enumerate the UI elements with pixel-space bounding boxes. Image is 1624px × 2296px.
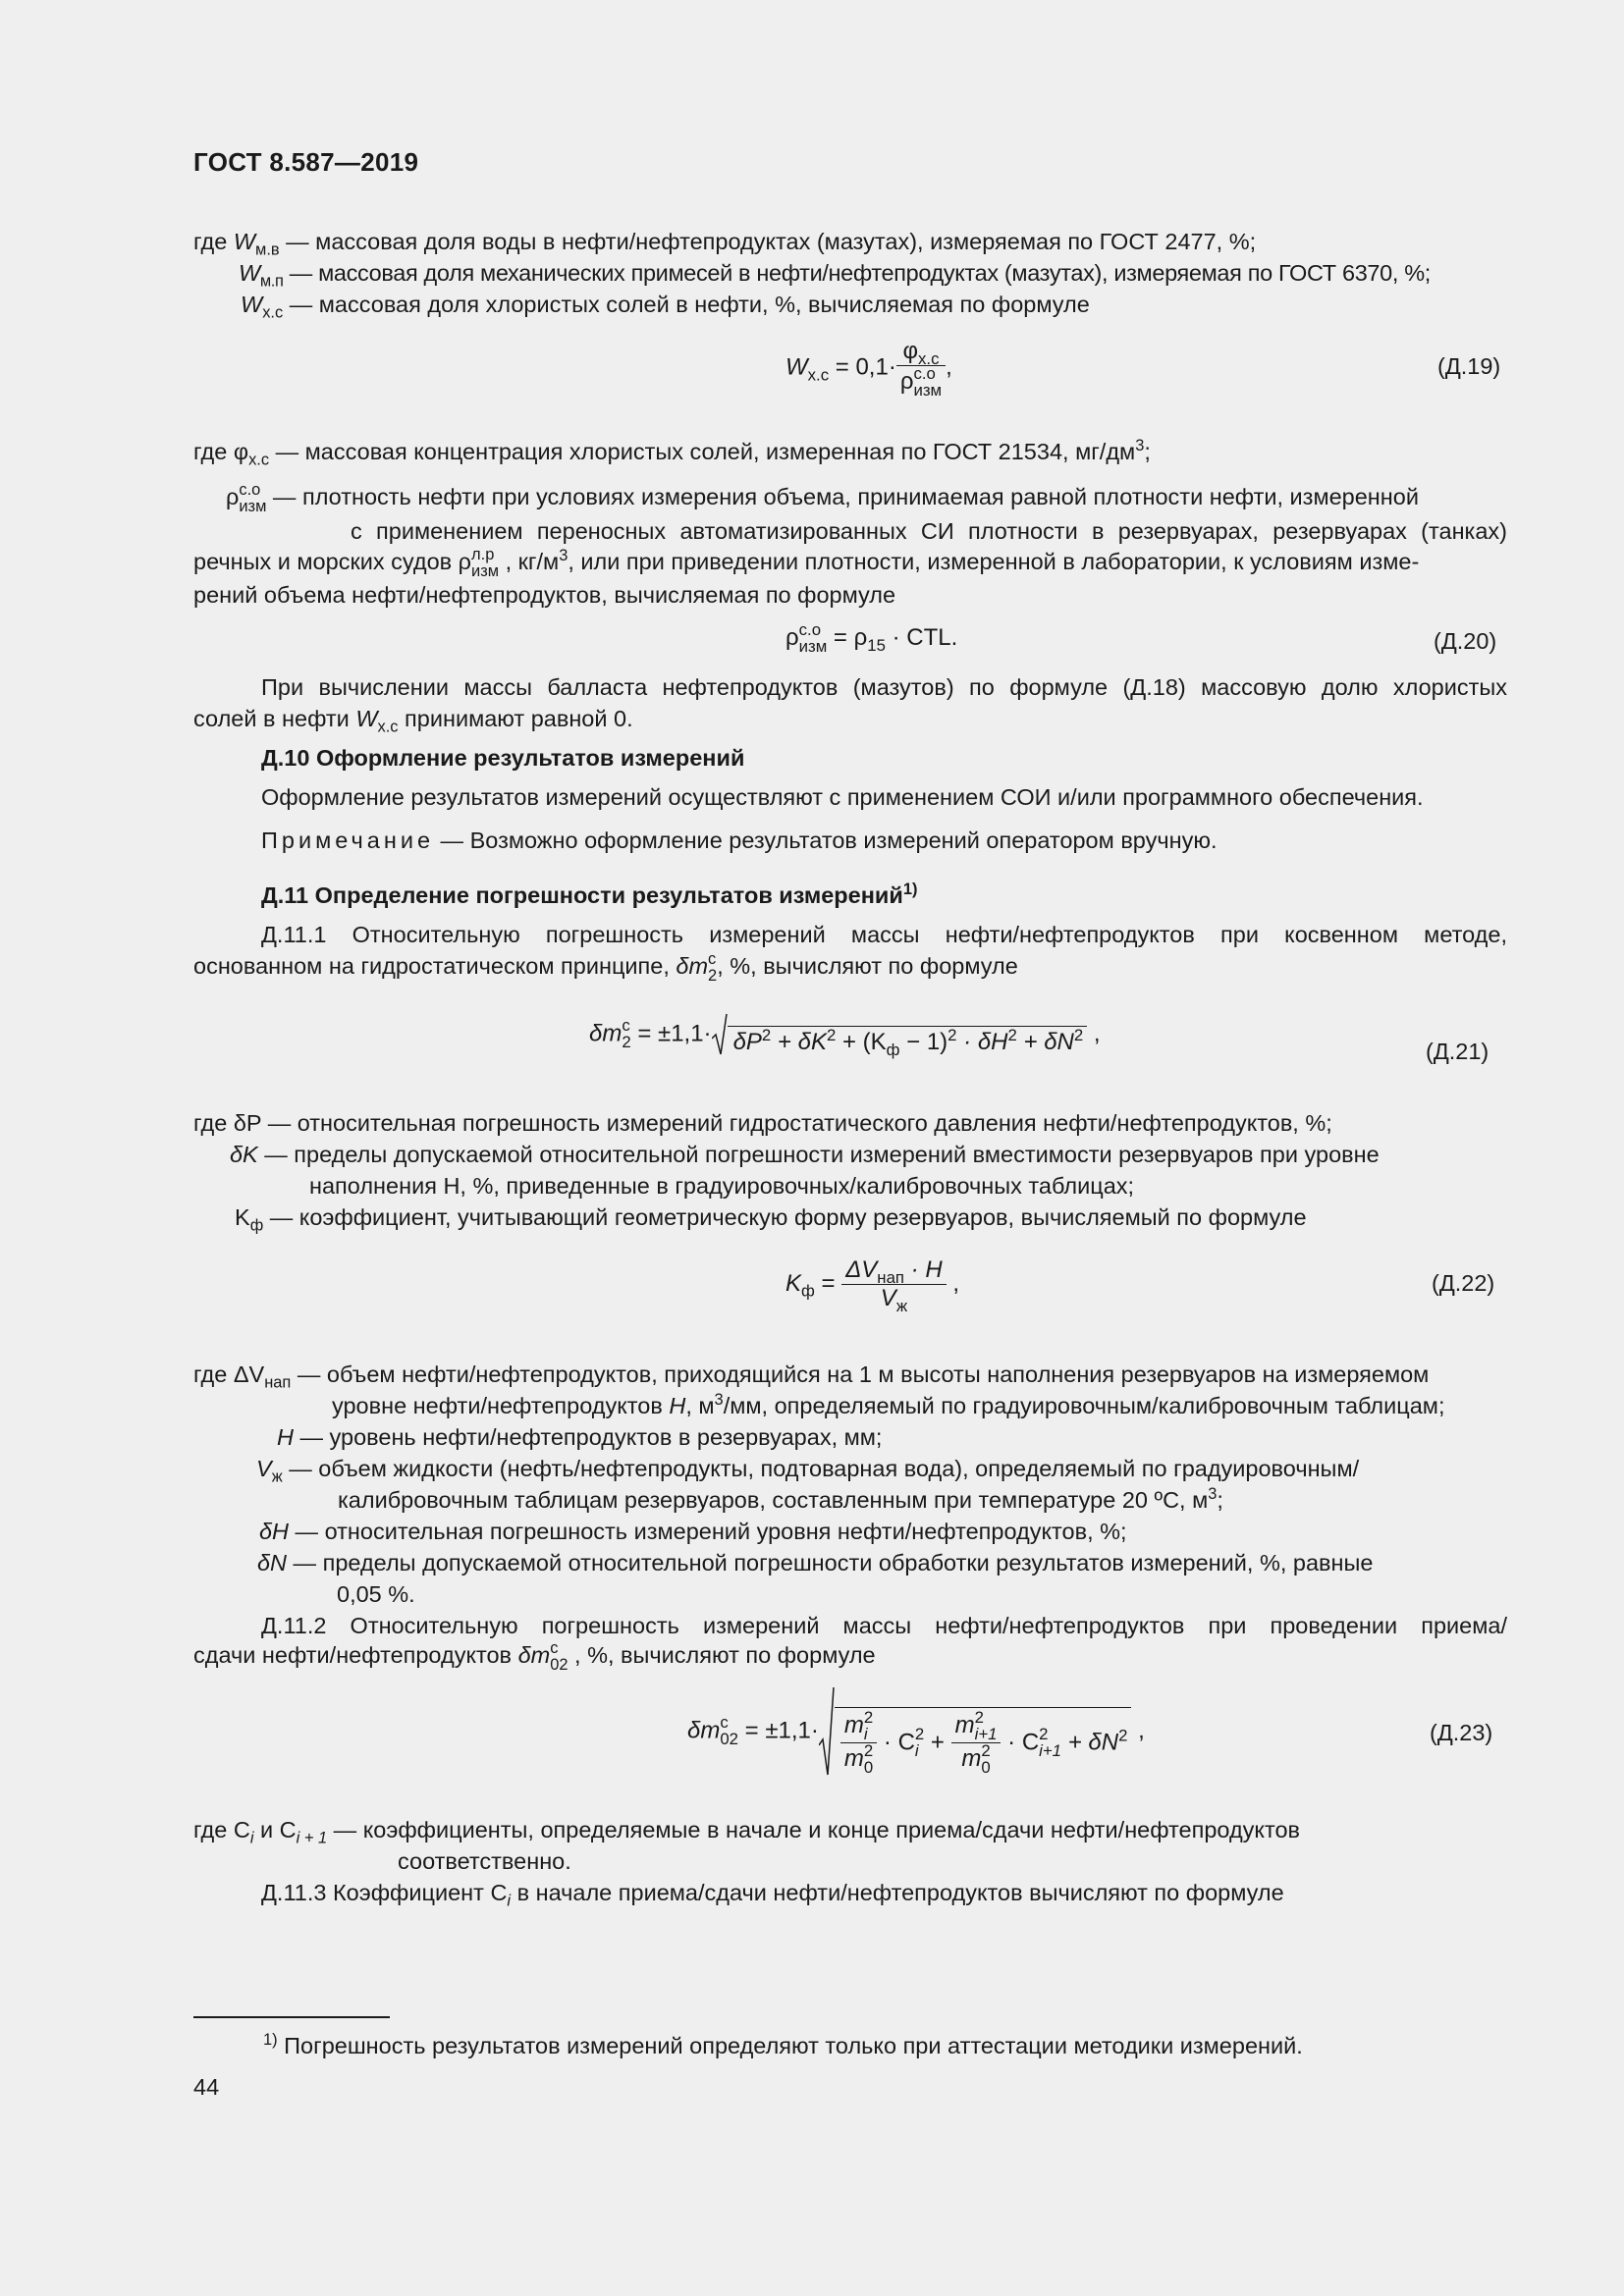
section-d11-p1-line1: Д.11.1 Относительную погрешность измерений массы нефти/нефтепродуктов при косвенном методе, [261,922,1507,947]
section-d112-line1: Д.11.2 Относительную погрешность измерений массы нефти/нефтепродуктов при проведении приема/ [261,1613,1507,1638]
footnote-mark: 1) [263,2031,278,2050]
definition-w-xc: $W_{х.с}$ — массовая доля хлористых солей в нефти, %, вычисляемая по формуле [241,292,1090,322]
definition-ci-line2: соответственно. [398,1848,571,1874]
formula-d22: $K_ф$ = $\frac{\Delta V_{нап} \cdot H}{V_ж}$ , [785,1256,959,1315]
equation-number-d20: (Д.20) [1434,628,1497,654]
page-number: 44 [193,2074,220,2100]
equation-number-d22: (Д.22) [1432,1270,1495,1296]
definition-kf: $K_ф$ — коэффициент, учитывающий геометрическую форму резервуаров, вычисляемый по формуле [235,1204,1307,1235]
definition-phi-xc: где $\varphi_{х.с}$ — массовая концентрация хлористых солей, измеренная по ГОСТ 21534, $мг/дм^3$; [193,437,1151,469]
formula-d20: ρ с.о изм = $\rho_{15}$ · CTL. [785,620,958,656]
definition-vj-line2: калибровочным таблицам резервуаров, составленным при температуре 20 ºС, $м^3$; [338,1485,1223,1513]
definition-dp: где δP — относительная погрешность измерений гидростатического давления нефти/нефтепродуктов, %; [193,1110,1332,1136]
definition-dh: δH — относительная погрешность измерений уровня нефти/нефтепродуктов, %; [259,1519,1127,1544]
section-d11-p1-line2: основанном на гидростатическом принципе, δm c 2 , %, вычисляют по формуле [193,950,1018,985]
definition-w-mv: где $W_{м.в}$ — массовая доля воды в нефти/нефтепродуктах (мазутах), измеряемая по ГОСТ 2477, %; [193,229,1257,259]
paragraph-ballast-line1: При вычислении массы балласта нефтепродуктов (мазутов) по формуле (Д.18) массовую долю хлористых [261,674,1507,700]
section-d10-note: Примечание — Возможно оформление результатов измерений оператором вручную. [261,828,1218,853]
definition-rho-line1: ρ с.о изм — плотность нефти при условиях измерения объема, принимаемая равной плотности нефти, измеренной [226,481,1419,515]
section-d112-line2: сдачи нефти/нефтепродуктов δm c 02 , %, вычисляют по формуле [193,1639,876,1674]
definition-dk-line2: наполнения Н, %, приведенные в градуировочных/калибровочных таблицах; [309,1173,1135,1199]
formula-d21: δm c 2 = $\pm 1,1\cdot \delta P^2 + \delta K^2 + (K_ф - 1)^2 \cdot \delta H^2 + \delta N^2$ , [589,1013,1101,1056]
section-d10-text: Оформление результатов измерений осуществляют с применением СОИ и/или программного обеспечения. [261,784,1424,810]
definition-dn-line1: δN — пределы допускаемой относительной погрешности обработки результатов измерений, %, равные [257,1550,1374,1575]
definition-rho-line3: речных и морских судов ρ л.р изм , $кг/м^3$, или при приведении плотности, измеренной в лаборатории, к условиям изме- [193,546,1420,580]
definition-dk-line1: δK — пределы допускаемой относительной погрешности измерений вместимости резервуаров при уровне [230,1142,1380,1167]
page-header: ГОСТ 8.587—2019 [193,147,419,177]
footnote-ref: 1) [902,881,918,899]
footnote: $^{1)}$ Погрешность результатов измерений определяют только при аттестации методики измерений. [263,2031,1303,2058]
equation-number-d19: (Д.19) [1437,353,1501,379]
definition-rho-line4: рений объема нефти/нефтепродуктов, вычисляемая по формуле [193,582,896,608]
footnote-separator [193,2016,390,2018]
equation-number-d21: (Д.21) [1426,1039,1489,1064]
definition-w-mp: $W_{м.п}$ — массовая доля механических примесей в нефти/нефтепродуктах (мазутах), измеряемая по ГОСТ 6370, %; [239,260,1431,291]
section-title-d10: Д.10 Оформление результатов измерений [261,745,745,771]
section-title-d11: Д.11 Определение погрешности результатов измерений$^{1)}$ [261,881,918,908]
definition-h: H — уровень нефти/нефтепродуктов в резервуарах, мм; [277,1424,883,1450]
paragraph-ballast-line2: солей в нефти $W_{х.с}$ принимают равной 0. [193,706,633,736]
definition-dn-line2: 0,05 %. [337,1581,415,1607]
definition-dv-line2: уровне нефти/нефтепродуктов H, $м^3/мм$, определяемый по градуировочным/калибровочным таблицам; [332,1391,1445,1418]
formula-d19: $W_{х.с} = 0,1\cdot$ $\varphi_{х.с}$ ρ с.о изм , [785,338,952,400]
definition-vj-line1: $V_ж$ — объем жидкости (нефть/нефтепродукты, подтоварная вода), определяемый по градуировочным/ [256,1456,1360,1486]
definition-ci: где $С_i$ и $С_{i + 1}$ — коэффициенты, определяемые в начале и конце приема/сдачи нефти/нефтепродуктов [193,1817,1301,1847]
equation-number-d23: (Д.23) [1430,1720,1493,1745]
section-d113: Д.11.3 Коэффициент $С_i$ в начале приема/сдачи нефти/нефтепродуктов вычисляют по формуле [261,1880,1284,1910]
formula-d23: δm c 02 = ±1,1· m 2 i m 2 0 · C 2 i + m 2 i+1 m 2 0 · C 2 i+1 + $\delta N^2$ , [687,1686,1145,1777]
definition-dv-line1: где $\Delta V_{нап}$ — объем нефти/нефтепродуктов, приходящийся на 1 м высоты наполнения резервуаров на измеряемом [193,1362,1430,1392]
definition-rho-line2: с применением переносных автоматизированных СИ плотности в резервуарах, резервуарах (танках) [351,518,1507,544]
